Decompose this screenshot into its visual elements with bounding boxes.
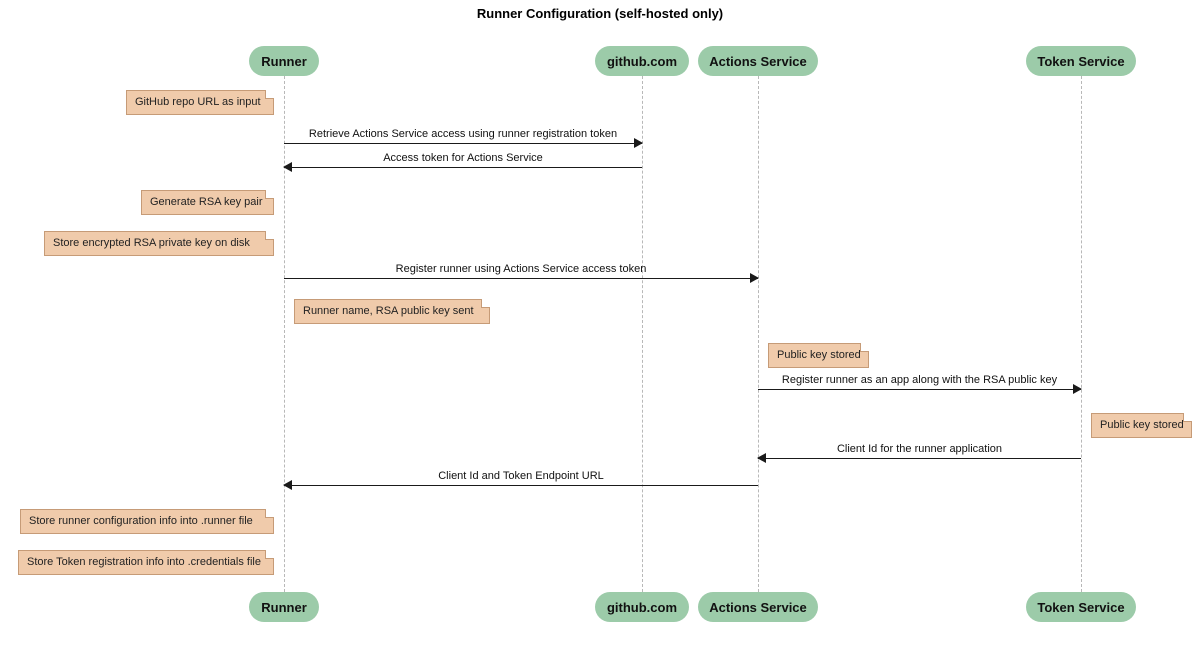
actor-token-service-bottom[interactable] [1026,592,1136,622]
actor-label: Actions Service [709,53,807,69]
note-fold-corner [265,550,274,559]
note-text: Public key stored [1100,419,1184,431]
actor-actions-service-top[interactable] [698,46,818,76]
actor-label: Runner [261,53,307,69]
arrowhead-left-icon [283,480,292,490]
actor-runner-top[interactable] [249,46,319,76]
note-fold-corner [860,343,869,352]
actor-label: Token Service [1037,53,1125,69]
note-fold-corner [265,90,274,99]
message-register-runner-using-access-token [284,265,758,283]
message-line [284,167,642,168]
note-fold-corner [1183,413,1192,422]
message-label: Client Id for the runner application [836,443,1003,455]
message-access-token-for-actions-service [284,154,642,172]
message-client-id-and-token-endpoint-url [284,472,758,490]
note-public-key-stored-actions-service [768,343,869,368]
note-runner-name-public-key-sent [294,299,490,324]
message-line [284,278,758,279]
arrowhead-left-icon [757,453,766,463]
actor-label: Actions Service [709,599,807,615]
message-label: Access token for Actions Service [383,152,543,164]
actor-actions-service-bottom[interactable] [698,592,818,622]
note-fold-corner [265,231,274,240]
arrowhead-right-icon [750,273,759,283]
message-label: Client Id and Token Endpoint URL [438,470,604,482]
note-text: Runner name, RSA public key sent [303,305,474,317]
lifeline-token-service [1081,76,1082,592]
note-text: Store Token registration info into .credentials file [27,556,261,568]
note-fold-corner [265,509,274,518]
message-retrieve-actions-service-access [284,130,642,148]
diagram-title: Runner Configuration (self-hosted only) [476,6,724,21]
message-label: Register runner as an app along with the RSA public key [781,374,1058,386]
message-register-runner-as-app [758,376,1081,394]
actor-label: github.com [606,53,678,69]
note-generate-rsa-key-pair [141,190,274,215]
note-text: GitHub repo URL as input [135,96,261,108]
actor-label: Token Service [1037,599,1125,615]
actor-runner-bottom[interactable] [249,592,319,622]
lifeline-actions-service [758,76,759,592]
message-label: Register runner using Actions Service access token [395,263,647,275]
note-text: Public key stored [777,349,861,361]
note-fold-corner [265,190,274,199]
note-store-token-registration [18,550,274,575]
note-public-key-stored-token-service [1091,413,1192,438]
lifeline-github-com [642,76,643,592]
note-text: Generate RSA key pair [150,196,263,208]
message-label: Retrieve Actions Service access using runner registration token [308,128,618,140]
note-text: Store runner configuration info into .runner file [29,515,253,527]
note-store-encrypted-private-key [44,231,274,256]
actor-token-service-top[interactable] [1026,46,1136,76]
actor-label: github.com [606,599,678,615]
actor-github-com-top[interactable] [595,46,689,76]
actor-label: Runner [261,599,307,615]
arrowhead-right-icon [634,138,643,148]
note-fold-corner [481,299,490,308]
message-client-id-for-runner-application [758,445,1081,463]
message-line [284,143,642,144]
note-store-runner-config [20,509,274,534]
actor-github-com-bottom[interactable] [595,592,689,622]
note-github-repo-url [126,90,274,115]
message-line [758,458,1081,459]
message-line [284,485,758,486]
note-text: Store encrypted RSA private key on disk [53,237,250,249]
arrowhead-left-icon [283,162,292,172]
message-line [758,389,1081,390]
arrowhead-right-icon [1073,384,1082,394]
